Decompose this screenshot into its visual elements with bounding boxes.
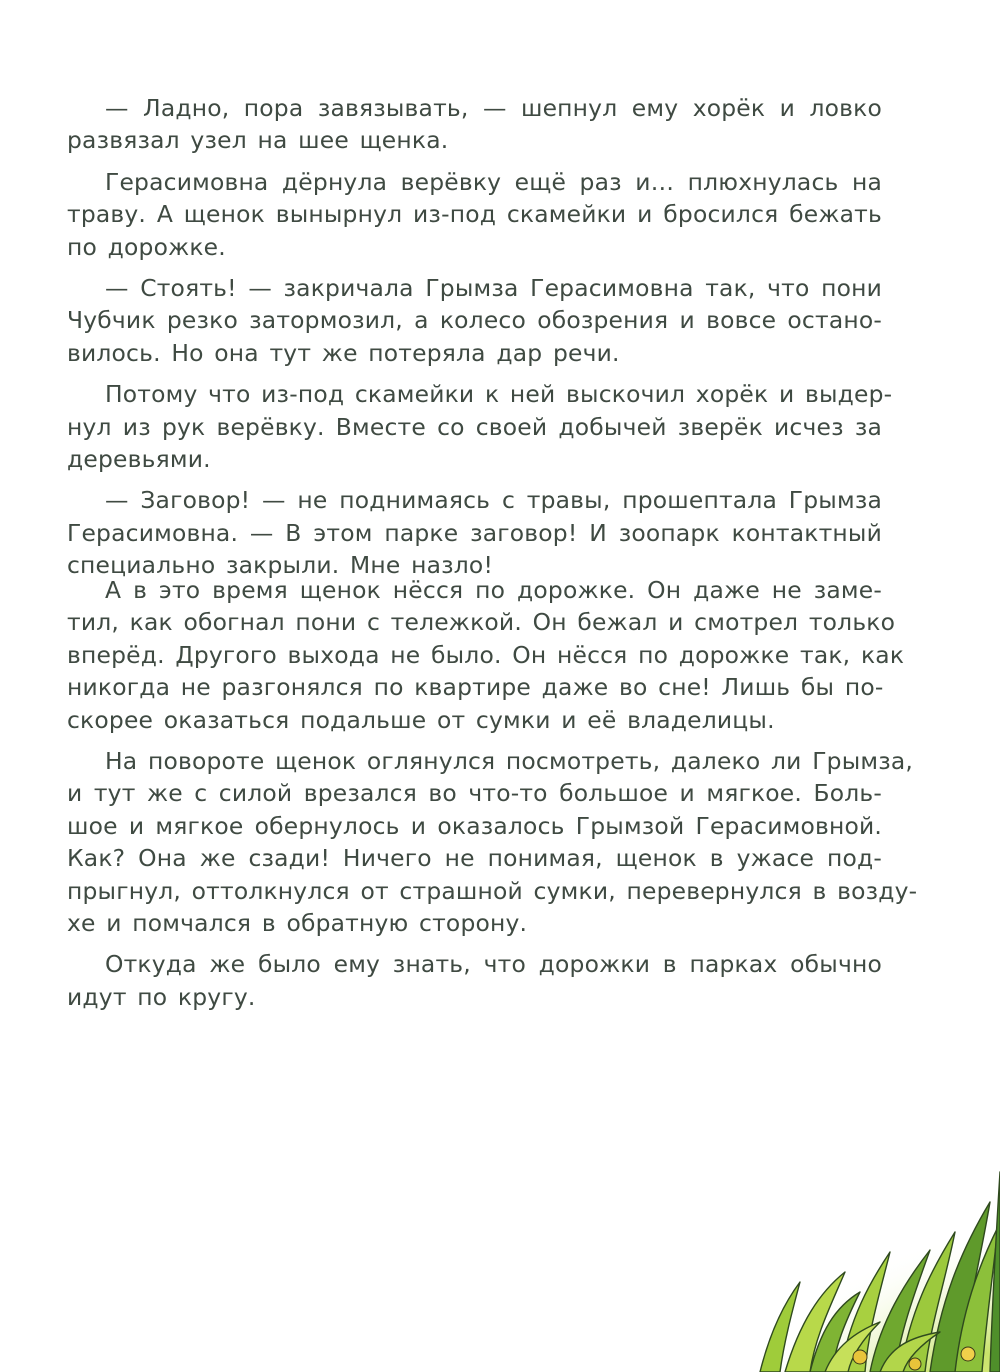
paragraph [67, 166, 882, 263]
text-line: нул из рук верёвку. Вместе со своей добычей зверёк исчез за [67, 412, 882, 441]
flower [909, 1358, 921, 1370]
text-line: На повороте щенок оглянулся посмотреть, далеко ли Грымза, [105, 747, 914, 776]
text-line: специально закрыли. Мне назло! [67, 551, 494, 580]
text-line: А в это время щенок нёсся по дорожке. Он даже не заме- [105, 576, 882, 604]
paragraph [67, 484, 882, 581]
text-section-2 [67, 574, 918, 1022]
text-line: тил, как обогнал пони с тележкой. Он бежал и смотрел только [67, 608, 896, 637]
text-line: Герасимовна. — В этом парке заговор! И зоопарк контактный [67, 518, 882, 547]
paragraph [67, 92, 882, 157]
flower [961, 1347, 975, 1361]
text-line: и тут же с силой врезался во что-то большое и мягкое. Боль- [67, 779, 882, 808]
flower [853, 1350, 867, 1364]
text-line: скорее оказаться подальше от сумки и её владелицы. [67, 705, 775, 734]
paragraph [67, 745, 918, 939]
text-line: — Заговор! — не поднимаясь с травы, прошептала Грымза [105, 486, 882, 515]
paragraph [67, 378, 893, 475]
text-line: развязал узел на шее щенка. [67, 126, 449, 155]
paragraph [67, 272, 882, 369]
text-line: Как? Она же сзади! Ничего не понимая, щенок в ужасе под- [67, 844, 882, 873]
text-line: по дорожке. [67, 232, 226, 261]
text-line: вперёд. Другого выхода не было. Он нёсся по дорожке так, как [67, 640, 905, 669]
text-line: Герасимовна дёрнула верёвку ещё раз и… плюхнулась на [105, 167, 882, 196]
text-section-1 [67, 92, 893, 591]
text-line: траву. А щенок вынырнул из-под скамейки и бросился бежать [67, 200, 882, 229]
text-line: никогда не разгонялся по квартире даже во сне! Лишь бы по- [67, 673, 884, 702]
text-line: прыгнул, оттолкнулся от страшной сумки, перевернулся в возду- [67, 876, 918, 905]
paragraph [67, 574, 905, 736]
text-line: деревьями. [67, 445, 211, 474]
grass-illustration [740, 1132, 1000, 1372]
text-line: — Стоять! — закричала Грымза Герасимовна так, что пони [105, 274, 882, 303]
text-line: шое и мягкое обернулось и оказалось Грымзой Герасимовной. [67, 811, 882, 840]
paragraph [67, 948, 882, 1013]
text-line: идут по кругу. [67, 982, 256, 1011]
text-line: хе и помчался в обратную сторону. [67, 909, 528, 938]
text-line: Чубчик резко затормозил, а колесо обозрения и вовсе остано- [67, 306, 882, 335]
text-line: Откуда же было ему знать, что дорожки в парках обычно [105, 950, 882, 979]
text-line: — Ладно, пора завязывать, — шепнул ему хорёк и ловко [105, 94, 882, 122]
text-line: вилось. Но она тут же потеряла дар речи. [67, 338, 620, 367]
text-line: Потому что из-под скамейки к ней выскочил хорёк и выдер- [105, 380, 893, 409]
